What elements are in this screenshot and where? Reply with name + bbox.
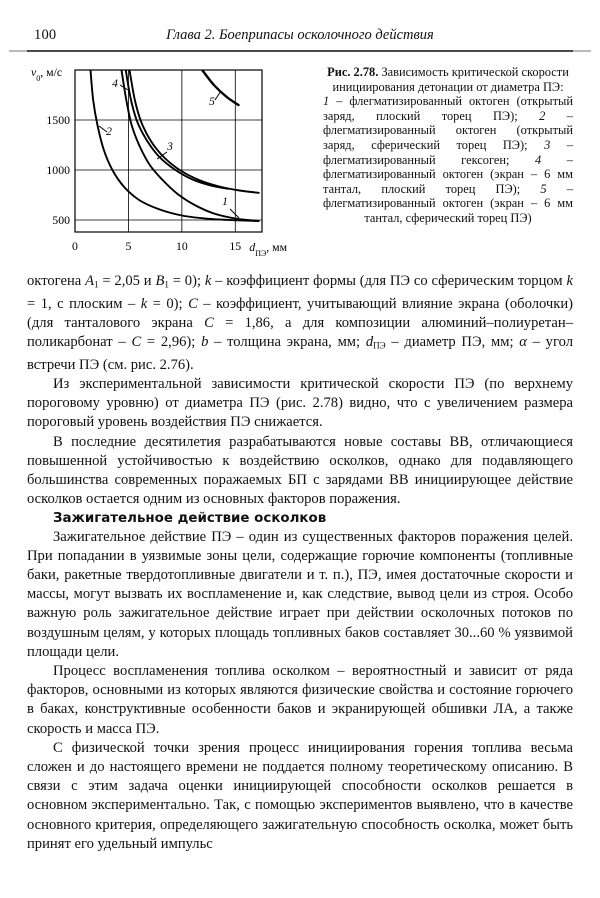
text-run: 1 [164, 279, 169, 290]
text-run: C [204, 314, 214, 331]
p-incendiary-2: Процесс воспламенения топлива осколком – вероятностный и зависит от ряда факторов, основными из которых являются физические свойства и состояние горючего в баках, конструктивные особенности баков и экранирующей обшивки ЛА, а также скорость и масса ПЭ. [27, 662, 573, 737]
curve-label-5: 5 [209, 96, 215, 108]
x-tick-label: 15 [229, 239, 242, 253]
legend-marker: 1 [323, 94, 330, 109]
curve-2 [90, 70, 258, 221]
caption-title: Зависимость критической скорости инициирования детонации от диаметра ПЭ: [332, 65, 569, 94]
text-run: = 0); [168, 273, 205, 289]
legend-marker: 2 [539, 108, 546, 123]
text-run: C [131, 334, 142, 351]
page-header [34, 26, 566, 46]
text-run: C [188, 295, 198, 312]
y-tick-label: 500 [52, 213, 70, 227]
x-tick-label: 5 [125, 239, 132, 253]
text-run: – диаметр ПЭ, мм; [385, 334, 520, 351]
text-run: – коэффициент формы (для ПЭ со сферическим торцом [211, 273, 567, 289]
critical-velocity-chart [27, 62, 303, 264]
text-run: k [140, 295, 148, 312]
text-run: α [519, 334, 527, 351]
page-number: 100 [34, 27, 57, 43]
text-run: = 1,86, а для композиции алюминий–полиуретан–поликарбонат – [27, 314, 573, 351]
figure-chart [27, 62, 303, 264]
text-run: = 2,96); [141, 334, 202, 351]
legend-text: – флегматизированный октоген (экран – 6 мм тантал, сферический торец ПЭ) [323, 181, 573, 225]
text-run: октогена [27, 273, 86, 289]
caption-legend [323, 94, 573, 225]
text-run: b [201, 334, 209, 351]
p-experimental: Из экспериментальной зависимости критической скорости ПЭ (по верхнему пороговому уровню) от диаметра ПЭ (рис. 2.78) видно, что с увеличением размера пороговый уровень воздействия ПЭ снижается. [27, 376, 573, 431]
legend-text: – флегматизированный гексоген; [323, 137, 573, 167]
text-run: = 1, с плоским – [27, 295, 141, 312]
legend-text: – флегматизированный октоген (открытый заряд, плоский торец ПЭ); [323, 94, 573, 123]
curve-1 [121, 70, 256, 221]
p-decades: В последние десятилетия разрабатываются новые составы ВВ, отличающиеся повышенной устойчивостью к воздействию осколков, однако для подавляющего большинства современных поражаемых БП с зарядами ВВ инициирующее действие осколков остается одним из основных факторов поражения. [27, 433, 573, 508]
x-tick-label: 10 [175, 239, 188, 253]
text-run: = 2,05 и [98, 273, 156, 289]
p-formula-cont [27, 272, 573, 375]
x-axis-label: $d_{ПЭ}$, мм [249, 240, 288, 258]
curve-label-3: 3 [167, 141, 173, 153]
header-divider [27, 50, 573, 52]
figure-caption [323, 65, 573, 226]
y-axis-label: $v_0$, м/с [31, 65, 63, 83]
chapter-title: Глава 2. Боеприпасы осколочного действия [166, 27, 434, 43]
curve-label-4: 4 [112, 78, 118, 90]
curve-3 [130, 70, 259, 193]
text-run: – угол встречи ПЭ (см. рис. 2.76). [27, 334, 573, 373]
text-run: B [155, 273, 165, 289]
text-run: = 0); [147, 295, 189, 312]
curve-leader-5 [215, 91, 221, 100]
caption-heading [323, 65, 573, 94]
figure-block [27, 62, 573, 264]
text-run: 1 [94, 279, 99, 290]
curve-label-2: 2 [106, 126, 112, 138]
x-tick-label: 0 [72, 239, 78, 253]
y-tick-label: 1500 [46, 113, 70, 127]
text-run: – толщина экрана, мм; [208, 334, 366, 351]
caption-label: Рис. 2.78. [327, 65, 379, 79]
legend-text: – флегматизированный октоген (открытый заряд, сферический торец ПЭ); [323, 108, 573, 152]
text-run: – коэффициент, учитывающий влияние экрана (оболочки) (для танталового экрана [27, 295, 573, 331]
curve-label-1: 1 [222, 196, 228, 208]
y-tick-label: 1000 [46, 163, 70, 177]
chart-series-group [90, 70, 258, 221]
curve-5 [202, 70, 238, 105]
p-incendiary-1: Зажигательное действие ПЭ – один из существенных факторов поражения целей. При попадании в уязвимые зоны цели, содержащие горючие компоненты (топливные баки, ракетные твердотопливные двигатели и т. п.), ПЭ, имея достаточные скорости и массы, могут вызвать их воспламенение и, как следствие, вывод цели из строя. Особо важную роль зажигательное действие играет при действии осколочных потоков по воздушным целям, у которых площадь топливных баков составляет 30...60 % уязвимой площади цели. [27, 528, 573, 660]
body-text [27, 272, 573, 854]
text-run: d [365, 334, 374, 351]
curve-leader-1 [230, 209, 239, 218]
text-run: ПЭ [373, 340, 386, 351]
text-run: k [204, 273, 212, 289]
body-paragraphs-before-heading [27, 272, 573, 510]
legend-marker: 5 [540, 181, 547, 196]
body-paragraphs-after-heading [27, 528, 573, 854]
legend-marker: 4 [535, 152, 542, 167]
p-incendiary-3: С физической точки зрения процесс инициирования горения топлива весьма сложен и до настоящего времени не поддается полному теоретическому описанию. В связи с этим задача оценки инициирующей способности осколков решается в основном экспериментально. Так, с помощью экспериментов выявлено, что в качестве основного критерия, определяющего зажигательную способность осколка, может быть принят его удельный импульс [27, 739, 573, 852]
text-run: A [85, 273, 94, 289]
legend-marker: 3 [544, 137, 551, 152]
curve-4 [126, 70, 228, 189]
section-heading: Зажигательное действие осколков [53, 510, 327, 526]
legend-text: – флегматизированный октоген (экран – 6 мм тантал, плоский торец ПЭ); [323, 152, 573, 196]
text-run: k [566, 273, 573, 289]
